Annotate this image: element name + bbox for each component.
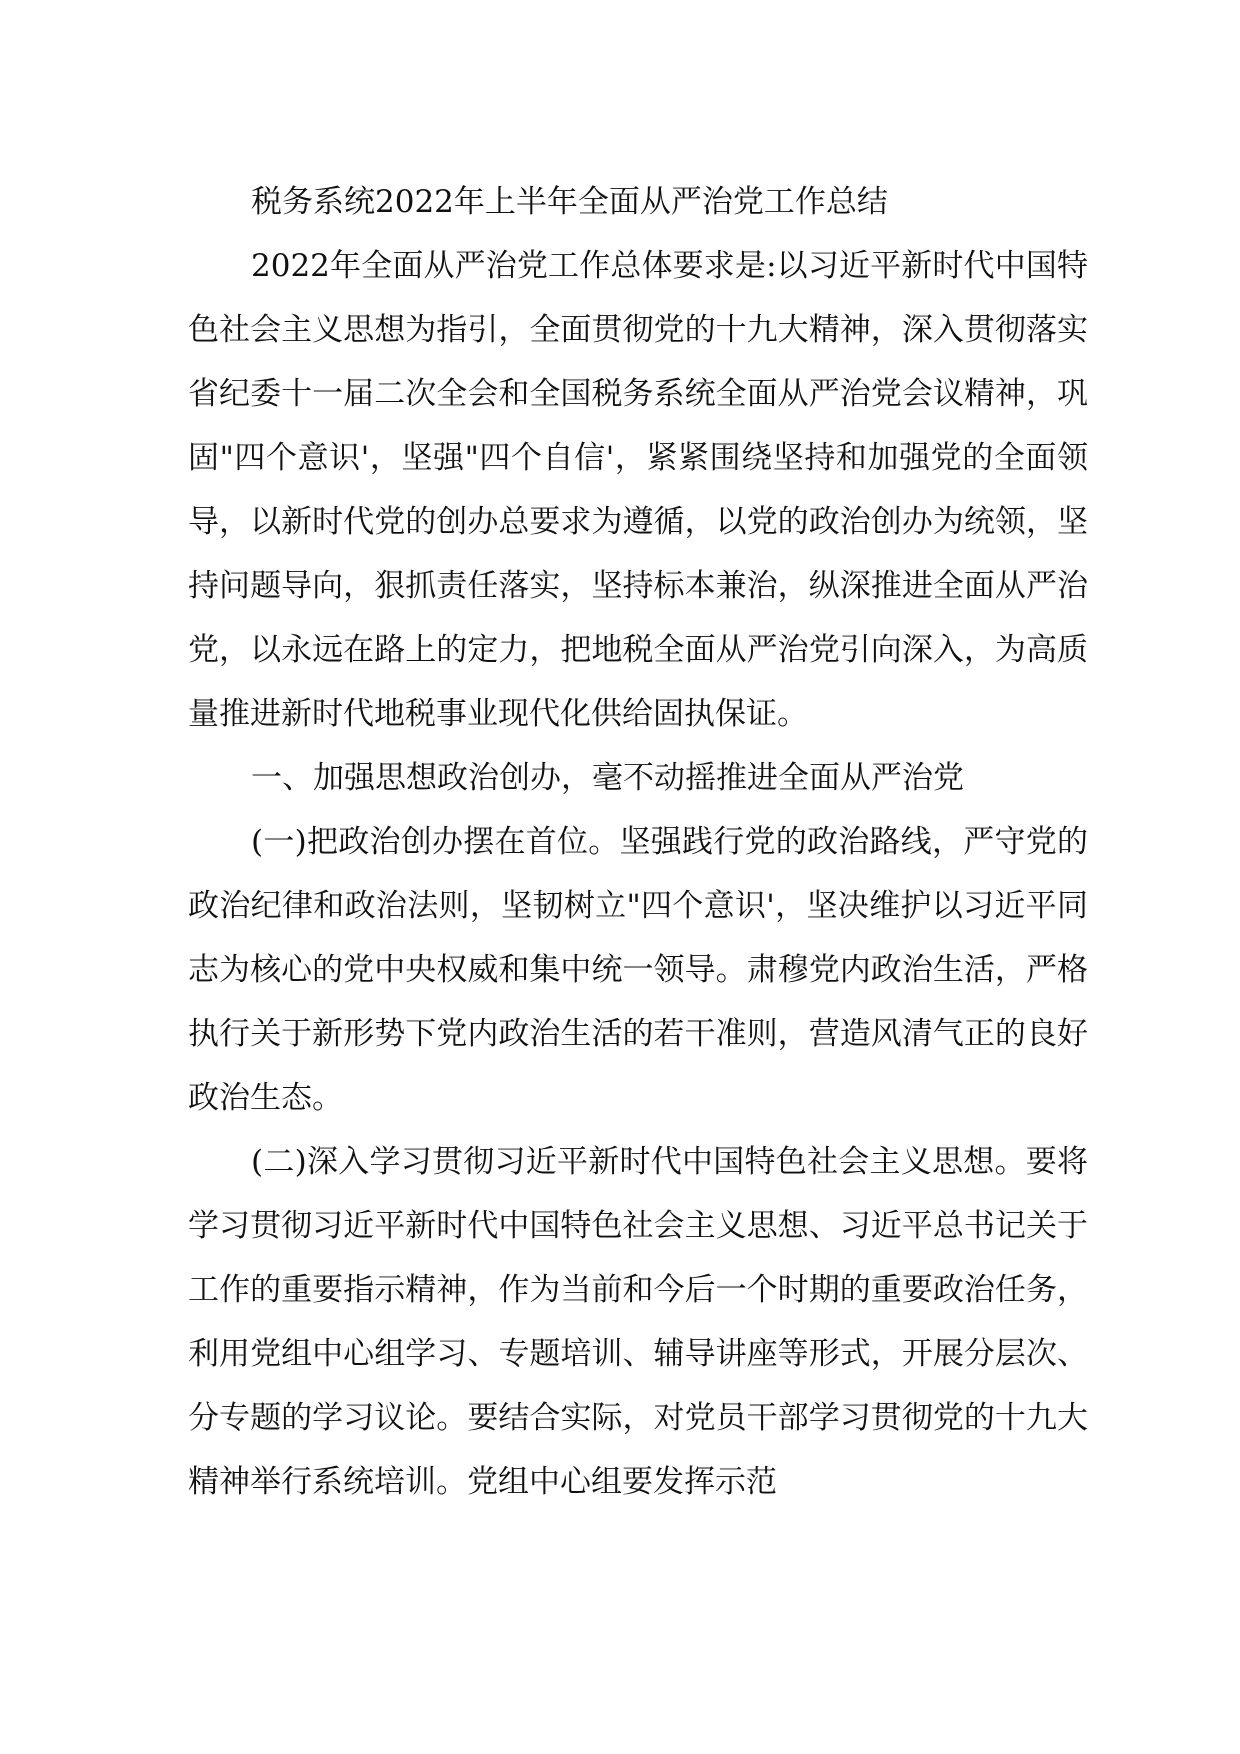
section-heading-1: 一、加强思想政治创办，毫不动摇推进全面从严治党 (251, 760, 964, 796)
paragraph-item-2: (二)深入学习贯彻习近平新时代中国特色社会主义思想。要将学习贯彻习近平新时代中国特色社会主义思想、习近平总书记关于工作的重要指示精神，作为当前和今后一个时期的重要政治任务，利用党组中心组学习、专题培训、辅导讲座等形式，开展分层次、分专题的学习议论。要结合实际，对党员干部学习贯彻党的十九大精神举行系统培训。党组中心组要发挥示范 (188, 1144, 1088, 1500)
document-title: 税务系统2022年上半年全面从严治党工作总结 (251, 184, 888, 220)
document-body (188, 170, 1088, 1514)
paragraph-overall-requirements: 2022年全面从严治党工作总体要求是:以习近平新时代中国特色社会主义思想为指引，全面贯彻党的十九大精神，深入贯彻落实省纪委十一届二次全会和全国税务系统全面从严治党会议精神，巩固"四个意识'，坚强"四个自信'，紧紧围绕坚持和加强党的全面领导，以新时代党的创办总要求为遵循，以党的政治创办为统领，坚持问题导向，狠抓责任落实，坚持标本兼治，纵深推进全面从严治党，以永远在路上的定力，把地税全面从严治党引向深入，为高质量推进新时代地税事业现代化供给固执保证。 (188, 248, 1088, 732)
paragraph-item-1: (一)把政治创办摆在首位。坚强践行党的政治路线，严守党的政治纪律和政治法则，坚韧树立"四个意识'，坚决维护以习近平同志为核心的党中央权威和集中统一领导。肃穆党内政治生活，严格执行关于新形势下党内政治生活的若干准则，营造风清气正的良好政治生态。 (188, 824, 1088, 1116)
